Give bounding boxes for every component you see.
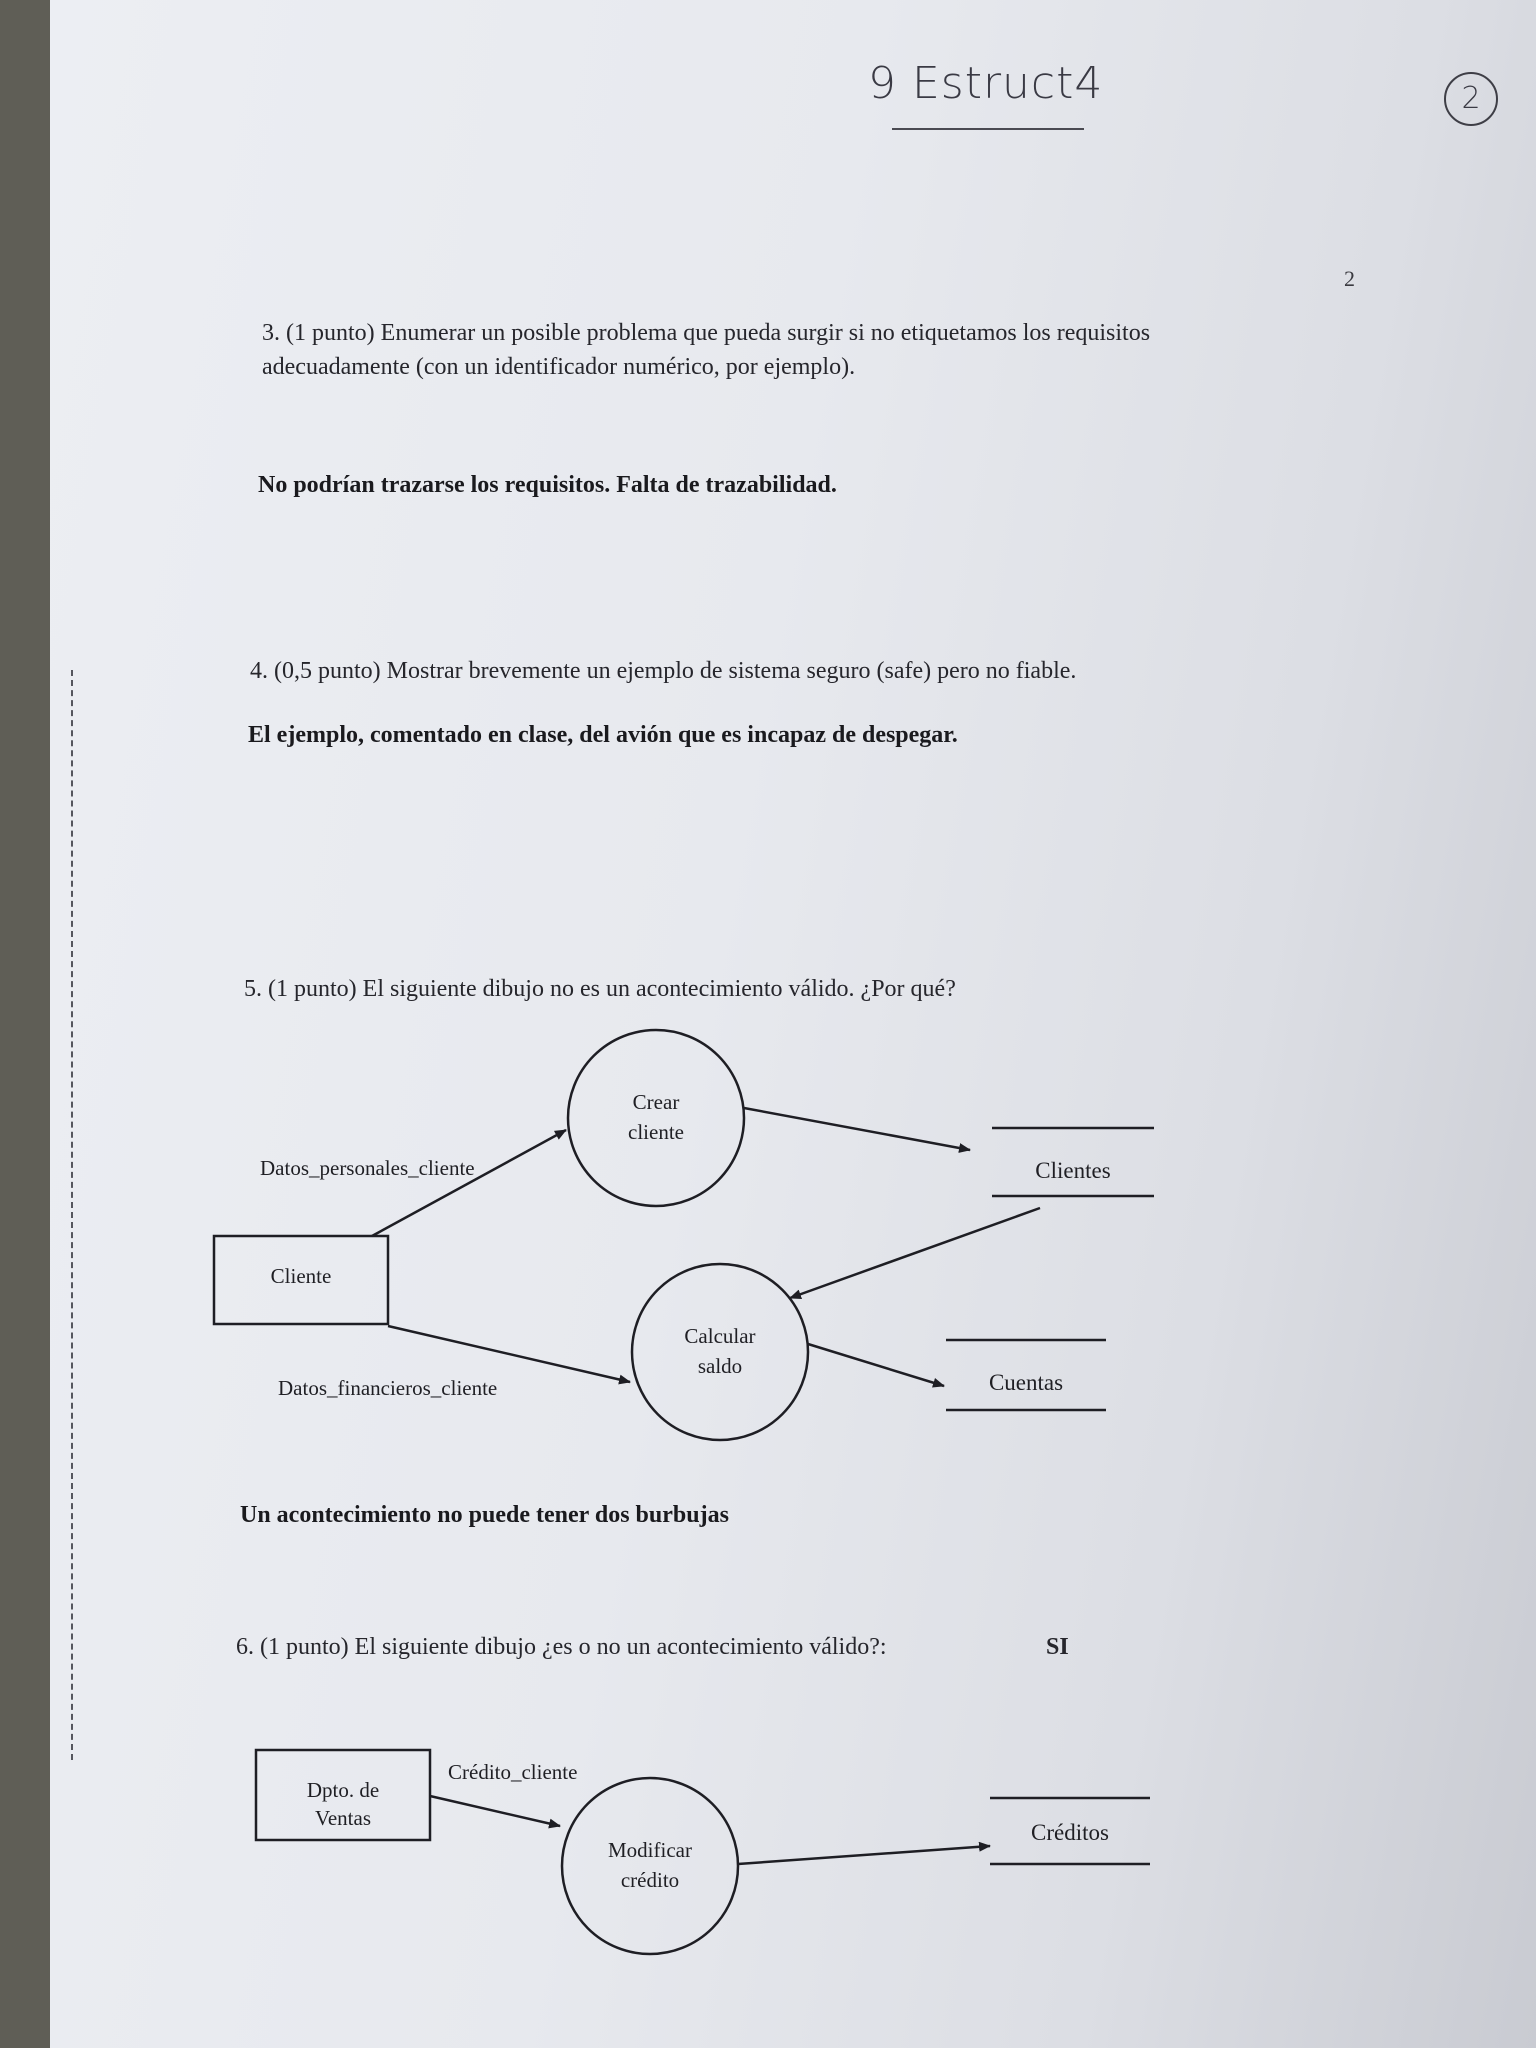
- process-calcular-line1: Calcular: [684, 1324, 756, 1348]
- flow-cliente-to-crear: [372, 1130, 566, 1236]
- flow-credito-cliente-label: Crédito_cliente: [448, 1760, 578, 1784]
- process-crear-cliente-bubble: [568, 1030, 744, 1206]
- process-crear-line2: cliente: [628, 1120, 684, 1144]
- flow-datos-financieros-label: Datos_financieros_cliente: [278, 1376, 498, 1400]
- process-crear-line1: Crear: [632, 1090, 680, 1114]
- question-3-line2: adecuadamente (con un identificador numérico, por ejemplo).: [262, 354, 856, 380]
- answer-6: SI: [1046, 1634, 1069, 1660]
- answer-5: Un acontecimiento no puede tener dos burbujas: [240, 1502, 729, 1528]
- flow-clientes-to-calcular: [790, 1208, 1040, 1298]
- process-calcular-saldo-bubble: [632, 1264, 808, 1440]
- flow-modificar-to-creditos: [738, 1846, 990, 1864]
- entity-cliente-label: Cliente: [270, 1264, 332, 1288]
- store-creditos-label: Créditos: [1031, 1820, 1109, 1845]
- flow-ventas-to-modificar: [430, 1796, 560, 1826]
- page-number: 2: [1344, 266, 1355, 291]
- handwritten-title: 9 Estruct4: [868, 58, 1104, 109]
- handwritten-sheet-number: 2: [1444, 72, 1498, 126]
- process-modificar-credito-bubble: [562, 1778, 738, 1954]
- process-modificar-line2: crédito: [620, 1868, 680, 1892]
- question-5: 5. (1 punto) El siguiente dibujo no es un acontecimiento válido. ¿Por qué?: [244, 976, 956, 1002]
- flow-crear-to-clientes: [744, 1108, 970, 1150]
- question-6: 6. (1 punto) El siguiente dibujo ¿es o no un acontecimiento válido?:: [236, 1634, 887, 1660]
- entity-dpto-line2: Ventas: [315, 1806, 371, 1830]
- process-modificar-line1: Modificar: [608, 1838, 692, 1862]
- entity-dpto-line1: Dpto. de: [306, 1778, 380, 1802]
- process-calcular-line2: saldo: [697, 1354, 743, 1378]
- answer-4: El ejemplo, comentado en clase, del avión que es incapaz de despegar.: [248, 722, 958, 748]
- flow-datos-personales-label: Datos_personales_cliente: [260, 1156, 475, 1180]
- answer-3: No podrían trazarse los requisitos. Falta de trazabilidad.: [258, 472, 837, 498]
- store-cuentas-label: Cuentas: [988, 1370, 1064, 1395]
- store-clientes-label: Clientes: [1035, 1158, 1111, 1183]
- flow-cliente-to-calcular: [388, 1326, 630, 1382]
- question-3-line1: 3. (1 punto) Enumerar un posible problema que pueda surgir si no etiquetamos los requisitos: [262, 320, 1151, 346]
- flow-calcular-to-cuentas: [808, 1344, 944, 1386]
- question-4: 4. (0,5 punto) Mostrar brevemente un ejemplo de sistema seguro (safe) pero no fiable.: [250, 658, 1077, 684]
